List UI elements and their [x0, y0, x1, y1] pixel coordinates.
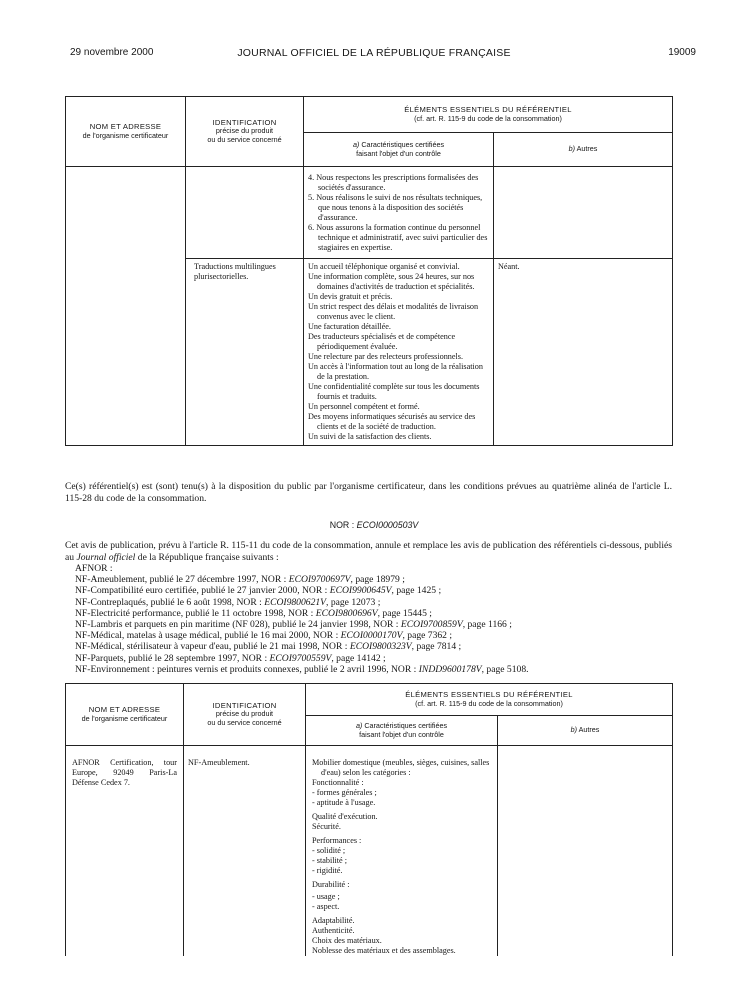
header-text: Autres: [576, 144, 598, 154]
list-item: Un suivi de la satisfaction des clients.: [308, 432, 432, 441]
header-text: IDENTIFICATION: [212, 700, 277, 710]
intro-text: Mobilier domestique (meubles, sièges, cuisines, salles d'eau) selon les catégories :: [312, 758, 490, 777]
header-title: JOURNAL OFFICIEL DE LA RÉPUBLIQUE FRANÇAISE: [237, 47, 511, 59]
col-header-identification: [186, 97, 304, 167]
pub-nor: ECOI9800621V: [264, 596, 327, 608]
header-text: ÉLÉMENTS ESSENTIELS DU RÉFÉRENTIEL: [405, 689, 573, 699]
list-item: Une confidentialité complète sur tous les documents fournis et traduits.: [308, 382, 480, 401]
nor-line: [0, 520, 748, 530]
cell-identification-empty: [186, 167, 304, 259]
col-header-autres: [494, 133, 673, 167]
header-text: ou du service concerné: [207, 717, 282, 727]
pub-text: NF-Environnement : peintures vernis et produits connexes, publié le 2 avril 1996, NOR :: [75, 663, 417, 675]
col-header-identification: [184, 684, 306, 746]
group-sub: - stabilité ;: [312, 856, 348, 865]
group: [312, 778, 493, 808]
cell-caracteristiques: [304, 259, 494, 446]
pub-page: , page 15445 ;: [377, 607, 432, 619]
pub-page: , page 7814 ;: [411, 641, 462, 653]
pub-text: NF-Ameublement, publié le 27 décembre 1997, NOR :: [75, 574, 287, 586]
list-item: [75, 641, 675, 652]
col-header-caracteristiques: [304, 133, 494, 167]
pub-text: NF-Parquets, publié le 28 septembre 1997, NOR :: [75, 652, 268, 664]
list-item: [75, 630, 675, 641]
header-text: (cf. art. R. 115-9 du code de la consommation): [414, 113, 562, 123]
cell-continued-items: [304, 167, 494, 259]
pub-page: , page 1166 ;: [462, 619, 512, 631]
group-title: Adaptabilité.: [312, 916, 355, 925]
col-header-organisme: [66, 684, 184, 746]
group-title: Durabilité :: [312, 880, 350, 889]
pub-page: , page 18979 ;: [350, 574, 405, 586]
pub-page: , page 14142 ;: [331, 652, 386, 664]
header-text: (cf. art. R. 115-9 du code de la consommation): [415, 698, 563, 708]
pub-nor: ECOI9700559V: [269, 652, 332, 664]
header-text: ÉLÉMENTS ESSENTIELS DU RÉFÉRENTIEL: [404, 104, 572, 114]
header-text: Caractéristiques certifiées: [361, 139, 445, 149]
referentiel-table-1: [65, 96, 673, 446]
list-item: Une information complète, sous 24 heures, sur nos domaines d'activités de traduction et spécialités.: [308, 272, 475, 291]
cell-autres: [494, 259, 673, 446]
group-title: Choix des matériaux.: [312, 936, 382, 945]
list-item: 6. Nous assurons la formation continue du personnel technique et administratif, avec suivi particulier des stagiaires en expertise.: [308, 223, 488, 252]
availability-paragraph: Ce(s) référentiel(s) est (sont) tenu(s) à la disposition du public par l'organisme certificateur, dans les conditions prévues au quatrième alinéa de l'article L. 115-28 du code de la consommation.: [65, 481, 672, 504]
pub-page: , page 1425 ;: [391, 585, 442, 597]
paragraph-text: de la République française suivants :: [137, 551, 279, 563]
list-item: [75, 585, 675, 596]
header-text: précise du produit: [215, 709, 274, 719]
col-header-autres: [498, 716, 673, 746]
group-sub: - formes générales ;: [312, 788, 377, 797]
list-item: [75, 597, 675, 608]
header-date: 29 novembre 2000: [70, 47, 154, 58]
header-text: faisant l'objet d'un contrôle: [356, 148, 441, 158]
list-item: [75, 653, 675, 664]
col-header-caracteristiques: [306, 716, 498, 746]
pub-nor: ECOI0000170V: [340, 630, 403, 642]
pub-nor: ECOI9700859V: [400, 619, 463, 631]
list-item: [75, 574, 675, 585]
pub-text: NF-Lambris et parquets en pin maritime (NF 028), publié le 24 janvier 1998, NOR :: [75, 619, 399, 631]
header-text: NOM ET ADRESSE: [88, 704, 161, 714]
header-text: Caractéristiques certifiées: [364, 720, 448, 730]
pub-text: NF-Contreplaqués, publié le 6 août 1998, NOR :: [75, 596, 262, 608]
group-title: Performances :: [312, 836, 362, 845]
pub-nor: ECOI9900645V: [329, 585, 392, 597]
header-text: Autres: [578, 725, 600, 735]
header-text: b): [568, 144, 576, 154]
paragraph-text: Cet avis de publication, prévu à l'article R. 115-11 du code de la consommation, annule et remplace les avis de publication des référentiels ci-dessous, publiés au: [65, 540, 672, 563]
header-text: a): [352, 139, 360, 149]
cell-identification: [186, 259, 304, 446]
header-text: a): [355, 720, 363, 730]
list-item: Un strict respect des délais et modalités de livraison convenus avec le client.: [308, 302, 479, 321]
cell-autres-empty: [498, 746, 673, 957]
organisme-text: AFNOR Certification, tour Europe, 92049 Paris-La Défense Cedex 7.: [72, 758, 177, 787]
group-sub: - solidité ;: [312, 846, 346, 855]
cell-identification: [184, 746, 306, 957]
pub-text: NF-Electricité performance, publié le 11 octobre 1998, NOR :: [75, 607, 314, 619]
pub-text: NF-Compatibilité euro certifiée, publié le 27 janvier 2000, NOR :: [75, 585, 328, 597]
list-item: 4. Nous respectons les prescriptions formalisées des sociétés d'assurance.: [308, 173, 479, 192]
list-item: [75, 608, 675, 619]
identification-text: Traductions multilingues plurisectorielles.: [194, 262, 276, 281]
list-item: Un personnel compétent et formé.: [308, 402, 420, 411]
group-sub: - rigidité.: [312, 866, 343, 875]
list-item: Une facturation détaillée.: [308, 322, 391, 331]
header-text: de l'organisme certificateur: [81, 713, 168, 723]
pub-nor: ECOI9700697V: [288, 574, 351, 586]
col-header-organisme: [66, 97, 186, 167]
group-title: Fonctionnalité :: [312, 778, 364, 787]
group: [312, 880, 493, 912]
group-title: Noblesse des matériaux et des assemblages.: [312, 946, 456, 955]
pub-page: , page 7362 ;: [402, 630, 453, 642]
group: [312, 836, 493, 876]
group-sub: - aspect.: [312, 902, 340, 911]
group-sub: - aptitude à l'usage.: [312, 798, 376, 807]
list-item: Des traducteurs spécialisés et de compétence périodiquement évaluée.: [308, 332, 456, 351]
publication-list: [75, 563, 675, 675]
referentiel-table-2: [65, 683, 673, 956]
cell-organisme: [66, 746, 184, 957]
header-page-number: 19009: [668, 47, 696, 58]
list-item: [75, 619, 675, 630]
list-item: 5. Nous réalisons le suivi de nos résultats techniques, que nous tenons à la disposition des sociétés d'assurance.: [308, 193, 483, 222]
afnor-label: AFNOR :: [75, 563, 113, 574]
nor-code: ECOI0000503V: [356, 520, 419, 530]
pub-page: , page 12073 ;: [326, 596, 381, 608]
group-title: Sécurité.: [312, 822, 341, 831]
col-header-elements: [306, 684, 673, 716]
identification-text: NF-Ameublement.: [188, 758, 250, 767]
header-text: ou du service concerné: [207, 134, 282, 144]
cell-organisme-empty: [66, 167, 186, 446]
pub-page: , page 5108.: [481, 663, 529, 675]
pub-nor: ECOI9800323V: [349, 641, 412, 653]
header-text: faisant l'objet d'un contrôle: [359, 729, 444, 739]
header-text: NOM ET ADRESSE: [89, 121, 162, 131]
cell-caracteristiques: [306, 746, 498, 957]
pub-text: NF-Médical, matelas à usage médical, publié le 16 mai 2000, NOR :: [75, 630, 339, 642]
list-item: Des moyens informatiques sécurisés au service des clients et de la société de traduction.: [308, 412, 476, 431]
nor-label: NOR :: [329, 520, 355, 530]
list-item: Un devis gratuit et précis.: [308, 292, 393, 301]
publication-paragraph: [65, 540, 672, 563]
col-header-elements: [304, 97, 673, 133]
group-sub: - usage ;: [312, 892, 340, 901]
header-text: b): [570, 725, 578, 735]
header-text: IDENTIFICATION: [212, 117, 277, 127]
group-title: Authenticité.: [312, 926, 355, 935]
pub-text: NF-Médical, stérilisateur à vapeur d'eau, publié le 21 mai 1998, NOR :: [75, 641, 348, 653]
header-text: précise du produit: [215, 126, 274, 136]
cell-autres-empty: [494, 167, 673, 259]
list-item: Un accueil téléphonique organisé et convivial.: [308, 262, 460, 271]
list-item: Une relecture par des relecteurs professionnels.: [308, 352, 464, 361]
pub-nor: ECOI9800696V: [315, 607, 378, 619]
list-item: [75, 664, 675, 675]
list-item: Un accès à l'information tout au long de la réalisation de la prestation.: [308, 362, 483, 381]
group-title: Qualité d'exécution.: [312, 812, 378, 821]
autres-text: Néant.: [498, 262, 520, 271]
header-text: de l'organisme certificateur: [82, 130, 169, 140]
pub-nor: INDD9600178V: [418, 663, 482, 675]
journal-title: Journal officiel: [76, 551, 136, 563]
